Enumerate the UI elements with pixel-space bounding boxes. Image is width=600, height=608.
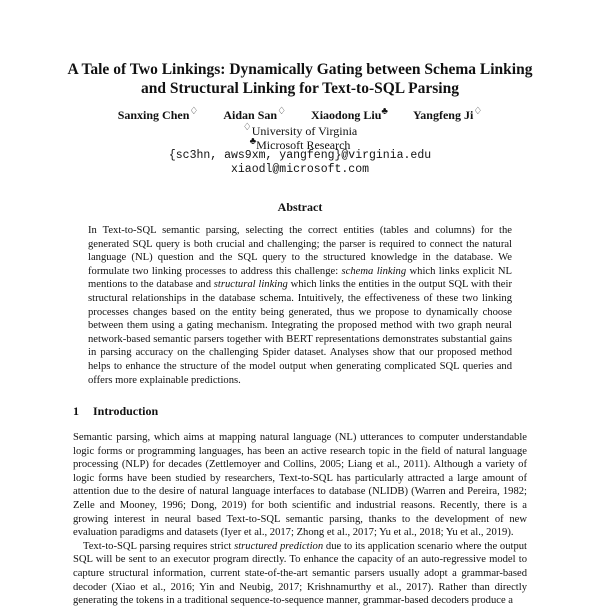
title-line-2: and Structural Linking for Text-to-SQL Parsing — [141, 80, 459, 97]
affiliation-name: University of Virginia — [251, 124, 358, 138]
paragraph-text: Text-to-SQL parsing requires strict — [83, 540, 235, 552]
author — [413, 108, 482, 122]
email-microsoft: xiaodl@microsoft.com — [230, 163, 370, 176]
abstract-heading: Abstract — [277, 200, 323, 214]
author-affiliation-mark: ♢ — [189, 106, 199, 117]
paragraph-term: structured prediction — [234, 540, 324, 552]
paragraph-text: due to its application scenario where the output SQL will be sent to an executor program directly. To enhance the capacity of an auto-regressive model to capture structural information, current state-of-the-art semantic parsers usually adopt a grammar-based decoder (Xiao et al., 2016; Yin and Neubig, 2017; Krishnamurthy et al., 2017). Rather than directly generating the tokens in a traditional sequence-to-sequence manner, grammar-based decoders produce a — [73, 540, 527, 607]
abstract-text: which links the entities in the output SQL with their structural relationships in the database schema. Intuitively, the effectiveness of these two linking processes changes based on the entity being generated, thus we propose to dynamically choose between them using a gating mechanism. Integrating the proposed method with two graph neural network-based semantic parsers together with BERT representations demonstrates substantial gains in parsing accuracy on the challenging Spider dataset. Analyses show that our proposed method helps to enhance the structure of the model output when generating complicated SQL queries and offers more explainable predictions. — [88, 279, 512, 386]
author-name: Xiaodong Liu — [311, 108, 382, 122]
author-name: Aidan San — [223, 108, 278, 122]
affiliation-mark: ♢ — [242, 122, 252, 133]
affiliation-mark: ♣ — [249, 136, 257, 147]
section-heading-introduction — [73, 404, 158, 418]
author — [118, 108, 199, 122]
intro-paragraph-2 — [73, 540, 527, 608]
email-virginia: {sc3hn, aws9xm, yangfeng}@virginia.edu — [168, 149, 432, 162]
section-title: Introduction — [93, 404, 159, 418]
author — [223, 108, 286, 122]
author-affiliation-mark: ♢ — [277, 106, 287, 117]
paper-title — [60, 60, 540, 98]
author-affiliation-mark: ♣ — [381, 106, 388, 117]
author — [311, 108, 388, 122]
affiliation-name: Microsoft Research — [256, 138, 351, 152]
author-name: Sanxing Chen — [117, 108, 190, 122]
abstract-body — [88, 224, 512, 387]
section-number: 1 — [73, 404, 79, 418]
title-line-1: A Tale of Two Linkings: Dynamically Gating between Schema Linking — [67, 61, 533, 78]
author-affiliation-mark: ♢ — [473, 106, 483, 117]
introduction-body — [73, 431, 527, 608]
intro-paragraph-1: Semantic parsing, which aims at mapping natural language (NL) utterances to computer understandable logic forms or programming languages, has been an active research topic in the field of natural language processing (NLP) for decades (Zettlemoyer and Collins, 2005; Liang et al., 2011). Although a variety of logic forms have been studied by researchers, Text-to-SQL has particularly attracted a large amount of attention due to the desire of natural language interfaces to database (NLIDB) (Warren and Pereira, 1982; Zelle and Mooney, 1996; Dong, 2019) for both scientific and industrial reasons. Recently, there is a growing interest in neural based Text-to-SQL semantic parsing, thanks to the development of new evaluation paradigms and datasets (Iyer et al., 2017; Zhong et al., 2017; Yu et al., 2018; Yu et al., 2019). — [73, 432, 527, 539]
abstract-term-structural-linking: structural linking — [213, 279, 288, 291]
abstract-term-schema-linking: schema linking — [341, 265, 407, 277]
abstract-text: In Text-to-SQL semantic parsing, selecting the correct entities (tables and columns) for the generated SQL query is both crucial and challenging; the parser is required to connect the natural language (NL) question and the SQL query to the structured knowledge in the database. We formulate two linking processes to address this challenge: — [88, 225, 512, 277]
abstract-text: which links explicit NL mentions to the database and — [88, 265, 513, 291]
author-name: Yangfeng Ji — [412, 108, 474, 122]
